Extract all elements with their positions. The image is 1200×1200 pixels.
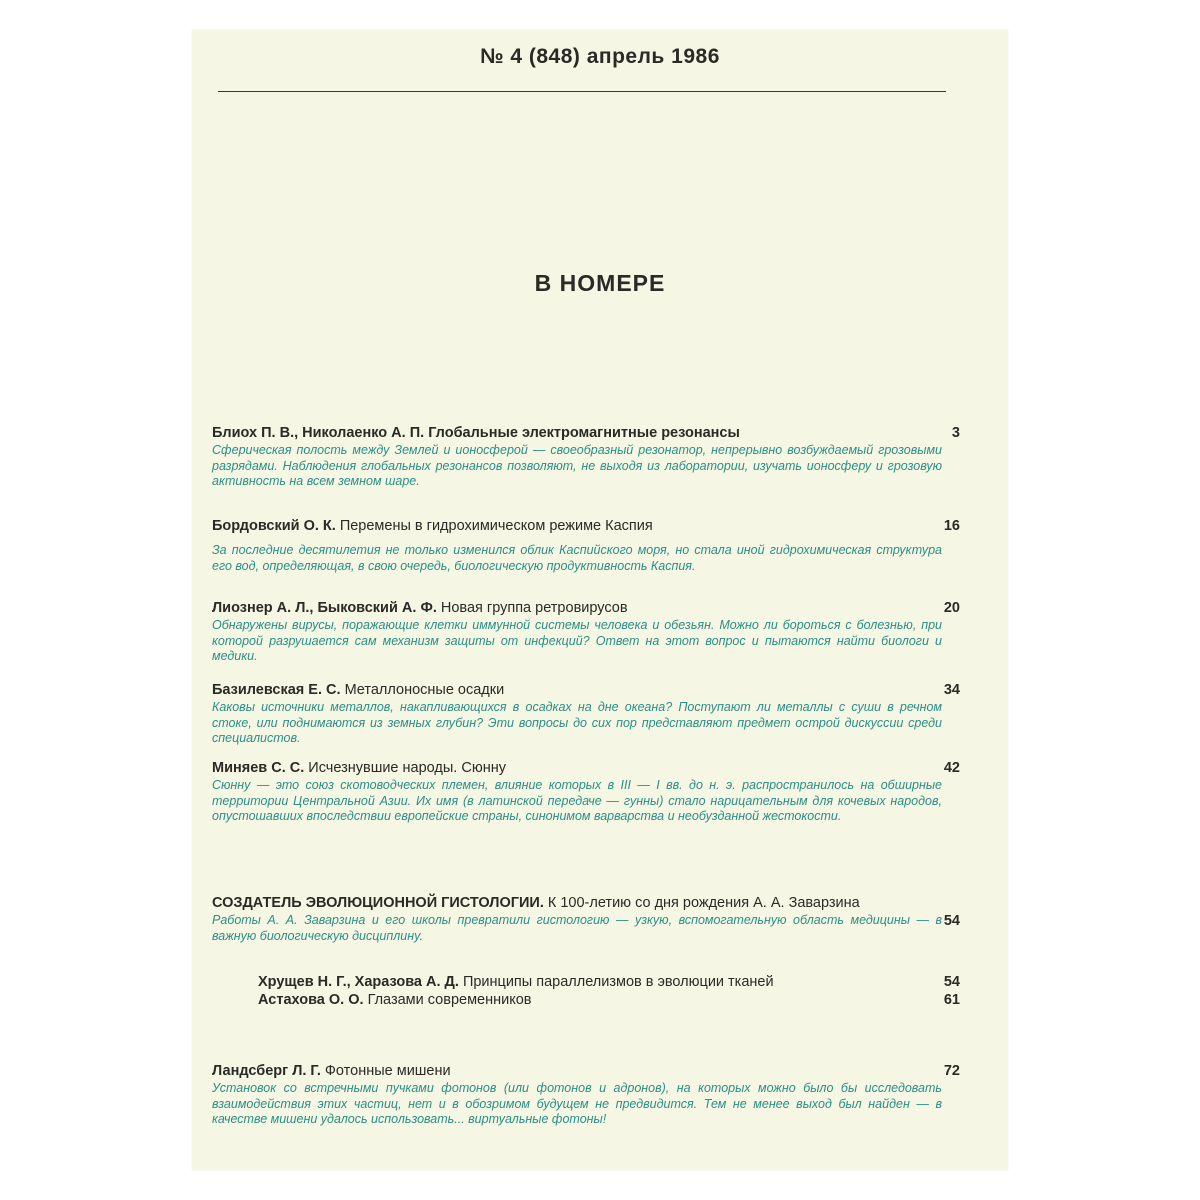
sub-entry-page-number: 61 [943,992,960,1008]
sub-entry-author: Астахова О. О. [258,992,364,1008]
header-rule [218,91,946,92]
entry-abstract: Установок со встречными пучками фотонов (или фотонов и адронов), на которых можно было бы исследовать взаимодействия этих частиц, нет и в обозримом будущем не предвидится. Тем не менее выход был найден — в качестве мишени удалось использовать... виртуальные фотоны! [212,1081,942,1126]
entry-heading [212,599,960,617]
entry-page-number: 72 [943,1063,960,1079]
toc-feature-entry [212,894,960,944]
entry-heading [212,759,960,777]
entry-author: Базилевская Е. С. [212,682,341,698]
entry-author: Бордовский О. К. [212,518,336,534]
toc-sub-entry [258,974,960,990]
toc-sub-entry [258,992,960,1008]
entry-title: Металлоносные осадки [344,682,505,698]
entry-abstract: Работы А. А. Заварзина и его школы превратили гистологию — узкую, вспомогательную область медицины — в важную биологическую дисциплину. [212,913,942,943]
toc-entry [212,599,960,665]
entry-heading [212,681,960,699]
entry-author: Миняев С. С. [212,760,305,776]
entry-abstract: За последние десятилетия не только изменился облик Каспийского моря, но стала иной гидрохимическая структура его вод, определяющая, в свою очередь, биологическую продуктивность Каспия. [212,543,942,573]
toc-entry [212,424,960,490]
entry-title: Новая группа ретровирусов [440,600,628,616]
entry-page-number: 42 [943,760,960,776]
entry-title: Глобальные электромагнитные резонансы [428,425,740,441]
entry-abstract: Сюнну — это союз скотоводческих племен, влияние которых в III — I вв. до н. э. распространилось на обширные территории Центральной Азии. Их имя (в латинской передаче — гунны) стало нарицательным для кочевых народов, опустошавших впоследствии европейские страны, синонимом варварства и необузданной жестокости. [212,778,942,823]
entry-author: Блиох П. В., Николаенко А. П. [212,425,425,441]
magazine-page [192,30,1008,1170]
entry-heading [212,1062,960,1080]
entry-title: Перемены в гидрохимическом режиме Каспия [339,518,653,534]
entry-page-number: 3 [951,425,960,441]
toc-entry [212,681,960,747]
entry-heading [212,424,960,442]
issue-line: № 4 (848) апрель 1986 [480,45,720,68]
entry-author: Лиознер А. Л., Быковский А. Ф. [212,600,437,616]
toc-entry [212,1062,960,1128]
toc-entry [212,517,960,574]
feature-title: СОЗДАТЕЛЬ ЭВОЛЮЦИОННОЙ ГИСТОЛОГИИ. [212,895,544,911]
sub-entry-title: Принципы параллелизмов в эволюции тканей [462,974,774,990]
entry-page-number: 34 [943,682,960,698]
entry-heading [212,517,960,535]
entry-title: К 100-летию со дня рождения А. А. Заварзина [547,895,860,911]
entry-title: Фотонные мишени [324,1063,451,1079]
entry-title: Исчезнувшие народы. Сюнну [308,760,506,776]
entry-page-number: 54 [943,913,960,929]
sub-entry-page-number: 54 [943,974,960,990]
entry-abstract: Обнаружены вирусы, поражающие клетки иммунной системы человека и обезьян. Можно ли бороться с болезнью, при которой разрушается сам механизм защиты от инфекций? Ответ на этот вопрос и пытаются найти биологи и медики. [212,618,942,663]
entry-page-number: 20 [943,600,960,616]
entry-abstract: Сферическая полость между Землей и ионосферой — своеобразный резонатор, непрерывно возбуждаемый грозовыми разрядами. Наблюдения глобальных резонансов позволяют, не выходя из лаборатории, изучать ионосферу и грозовую активность на всем земном шаре. [212,443,942,488]
entry-author: Ландсберг Л. Г. [212,1063,321,1079]
sub-entry-author: Хрущев Н. Г., Харазова А. Д. [258,974,459,990]
entry-abstract: Каковы источники металлов, накапливающихся в осадках на дне океана? Поступают ли металлы с суши в речном стоке, или поднимаются из земных глубин? Эти вопросы до сих пор представляют предмет острой дискуссии среди специалистов. [212,700,942,745]
sub-entry-title: Глазами современников [367,992,532,1008]
entry-page-number: 16 [943,518,960,534]
toc-entry [212,759,960,825]
contents-heading: В НОМЕРЕ [534,270,666,296]
